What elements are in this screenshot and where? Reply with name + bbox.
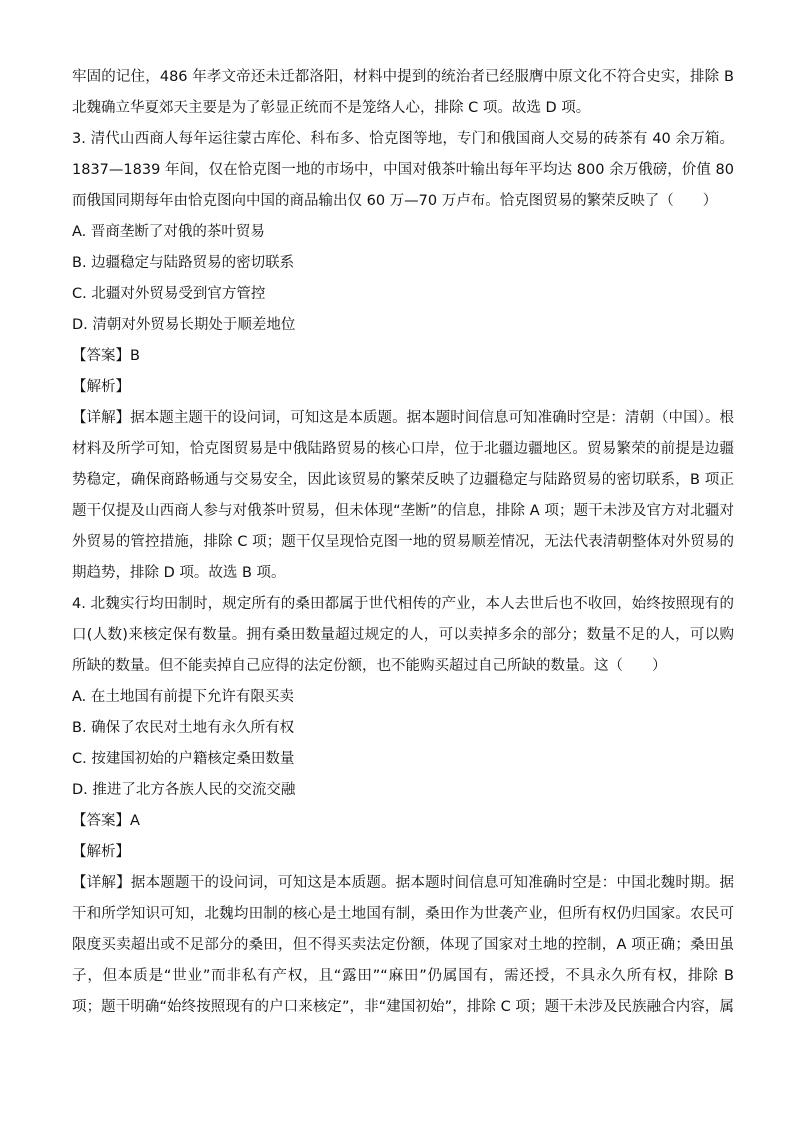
option-b: B. 边疆稳定与陆路贸易的密切联系 [72,255,295,271]
question-stem-line: 4. 北魏实行均田制时，规定所有的桑田都属于世代相传的产业，本人去世后也不收回，始终按照现有的 [72,596,734,612]
question-stem-line: 1837—1839 年间，仅在恰克图一地的市场中，中国对俄茶叶输出每年平均达 800 余万俄磅，价值 80 [72,162,734,178]
detail-line: 期趋势，排除 D 项。故选 B 项。 [72,565,286,581]
question-stem-line: 口(人数)来核定保有数量。拥有桑田数量超过规定的人，可以卖掉多余的部分；数量不足的人，可以购 [72,627,734,643]
detail-line: 【详解】据本题题干的设问词，可知这是本质题。据本题时间信息可知准确时空是：中国北魏时期。据 [72,875,734,891]
question-stem-line: 所缺的数量。但不能卖掉自己应得的法定份额，也不能购买超过自己所缺的数量。这（ ） [72,658,667,674]
option-c: C. 北疆对外贸易受到官方管控 [72,286,266,302]
detail-line: 【详解】据本题主题干的设问词，可知这是本质题。据本题时间信息可知准确时空是：清朝（中国）。根 [72,410,734,426]
document-page [72,62,734,1023]
analysis-label: 【解析】 [72,379,130,395]
option-b: B. 确保了农民对土地有永久所有权 [72,720,295,736]
option-a: A. 在土地国有前提下允许有限买卖 [72,689,294,705]
detail-line: 限度买卖超出或不足部分的桑田，但不得买卖法定份额，体现了国家对土地的控制，A 项正确；桑田虽 [72,937,734,953]
answer-line: 【答案】A [72,813,140,829]
detail-line: 外贸易的管控措施，排除 C 项；题干仅呈现恰克图一地的贸易顺差情况，无法代表清朝整体对外贸易的 [72,534,734,550]
option-d: D. 推进了北方各族人民的交流交融 [72,782,296,798]
detail-line: 题干仅提及山西商人参与对俄茶叶贸易，但未体现“垄断”的信息，排除 A 项；题干未涉及官方对北疆对 [72,503,734,519]
analysis-label: 【解析】 [72,844,130,860]
option-c: C. 按建国初始的户籍核定桑田数量 [72,751,295,767]
text-line: 牢固的记住，486 年孝文帝还未迁都洛阳，材料中提到的统治者已经服膺中原文化不符合史实，排除 B [72,69,734,85]
text-line: 北魏确立华夏郊天主要是为了彰显正统而不是笼络人心，排除 C 项。故选 D 项。 [72,100,591,116]
detail-line: 材料及所学可知，恰克图贸易是中俄陆路贸易的核心口岸，位于北疆边疆地区。贸易繁荣的前提是边疆 [72,441,734,457]
question-stem-line: 而俄国同期每年由恰克图向中国的商品输出仅 60 万—70 万卢布。恰克图贸易的繁荣反映了（ ） [72,193,718,209]
detail-line: 干和所学知识可知，北魏均田制的核心是土地国有制，桑田作为世袭产业，但所有权仍归国家。农民可 [72,906,734,922]
question-stem-line: 3. 清代山西商人每年运往蒙古库伦、科布多、恰克图等地，专门和俄国商人交易的砖茶有 40 余万箱。 [72,131,734,147]
option-d: D. 清朝对外贸易长期处于顺差地位 [72,317,296,333]
answer-line: 【答案】B [72,348,140,364]
question-4 [72,589,734,1023]
detail-line: 子，但本质是“世业”而非私有产权，且“露田”“麻田”仍属国有，需还授，不具永久所有权，排除 B [72,968,734,984]
question-3 [72,124,734,589]
detail-line: 项；题干明确“始终按照现有的户口来核定”，非“建国初始”，排除 C 项；题干未涉及民族融合内容，属 [72,999,734,1015]
detail-line: 势稳定，确保商路畅通与交易安全，因此该贸易的繁荣反映了边疆稳定与陆路贸易的密切联系，B 项正 [72,472,734,488]
option-a: A. 晋商垄断了对俄的茶叶贸易 [72,224,265,240]
previous-analysis-continuation [72,62,734,124]
